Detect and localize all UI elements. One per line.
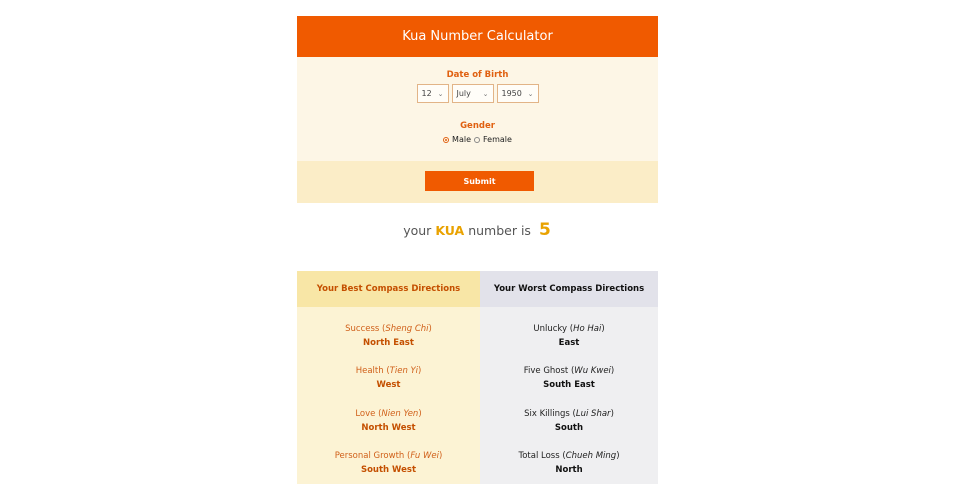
best-item-name: Personal Growth (Fu Wei)	[334, 451, 443, 461]
birth-form	[297, 57, 658, 161]
gender-label: Gender	[460, 121, 495, 131]
kua-number: 5	[538, 220, 551, 240]
worst-item-five-ghost	[480, 366, 658, 390]
worst-item-total-loss	[480, 451, 658, 475]
best-item-health	[297, 366, 480, 390]
best-item-name: Success (Sheng Chi)	[345, 324, 432, 334]
best-item-name: Health (Tien Yi)	[355, 366, 422, 376]
chevron-down-icon: ⌄	[527, 89, 534, 98]
result-kua-word: KUA	[435, 223, 465, 238]
chevron-down-icon: ⌄	[437, 89, 444, 98]
female-radio-label[interactable]: Female	[483, 135, 512, 144]
kua-calculator-card	[297, 16, 658, 203]
year-value: 1950	[501, 89, 522, 98]
worst-item-direction: South East	[543, 380, 595, 390]
gender-radio-group	[297, 135, 658, 144]
best-item-personal-growth	[297, 451, 480, 475]
result-middle: number is	[468, 223, 531, 238]
worst-item-direction: South	[554, 423, 584, 433]
result-prefix: your	[403, 223, 432, 238]
best-item-love	[297, 409, 480, 433]
best-item-direction: South West	[360, 465, 417, 475]
worst-item-six-killings	[480, 409, 658, 433]
male-radio[interactable]	[443, 137, 449, 143]
female-radio[interactable]	[474, 137, 480, 143]
compass-directions-table	[297, 271, 658, 484]
best-item-direction: North West	[361, 423, 416, 433]
day-select[interactable]	[417, 84, 449, 103]
date-selects	[297, 84, 658, 103]
worst-item-direction: North	[555, 465, 583, 475]
chevron-down-icon: ⌄	[482, 89, 489, 98]
year-select[interactable]	[497, 84, 539, 103]
best-item-direction: West	[376, 380, 401, 390]
worst-item-name: Total Loss (Chueh Ming)	[518, 451, 620, 461]
best-item-name: Love (Nien Yen)	[355, 409, 422, 419]
worst-item-name: Five Ghost (Wu Kwei)	[523, 366, 615, 376]
month-select[interactable]	[452, 84, 494, 103]
date-of-birth-label: Date of Birth	[446, 70, 509, 80]
worst-item-name: Six Killings (Lui Shar)	[524, 409, 614, 419]
best-item-direction: North East	[363, 338, 414, 348]
best-item-success	[297, 324, 480, 348]
submit-button[interactable]: Submit	[425, 171, 534, 191]
submit-band	[297, 161, 658, 203]
best-directions-header: Your Best Compass Directions	[297, 271, 480, 307]
day-value: 12	[421, 89, 432, 98]
worst-directions-header: Your Worst Compass Directions	[480, 271, 658, 307]
kua-result	[0, 220, 954, 240]
worst-item-direction: East	[558, 338, 580, 348]
page-title: Kua Number Calculator	[297, 16, 658, 57]
worst-item-unlucky	[480, 324, 658, 348]
male-radio-label[interactable]: Male	[452, 135, 471, 144]
month-value: July	[456, 89, 471, 98]
worst-item-name: Unlucky (Ho Hai)	[533, 324, 605, 334]
